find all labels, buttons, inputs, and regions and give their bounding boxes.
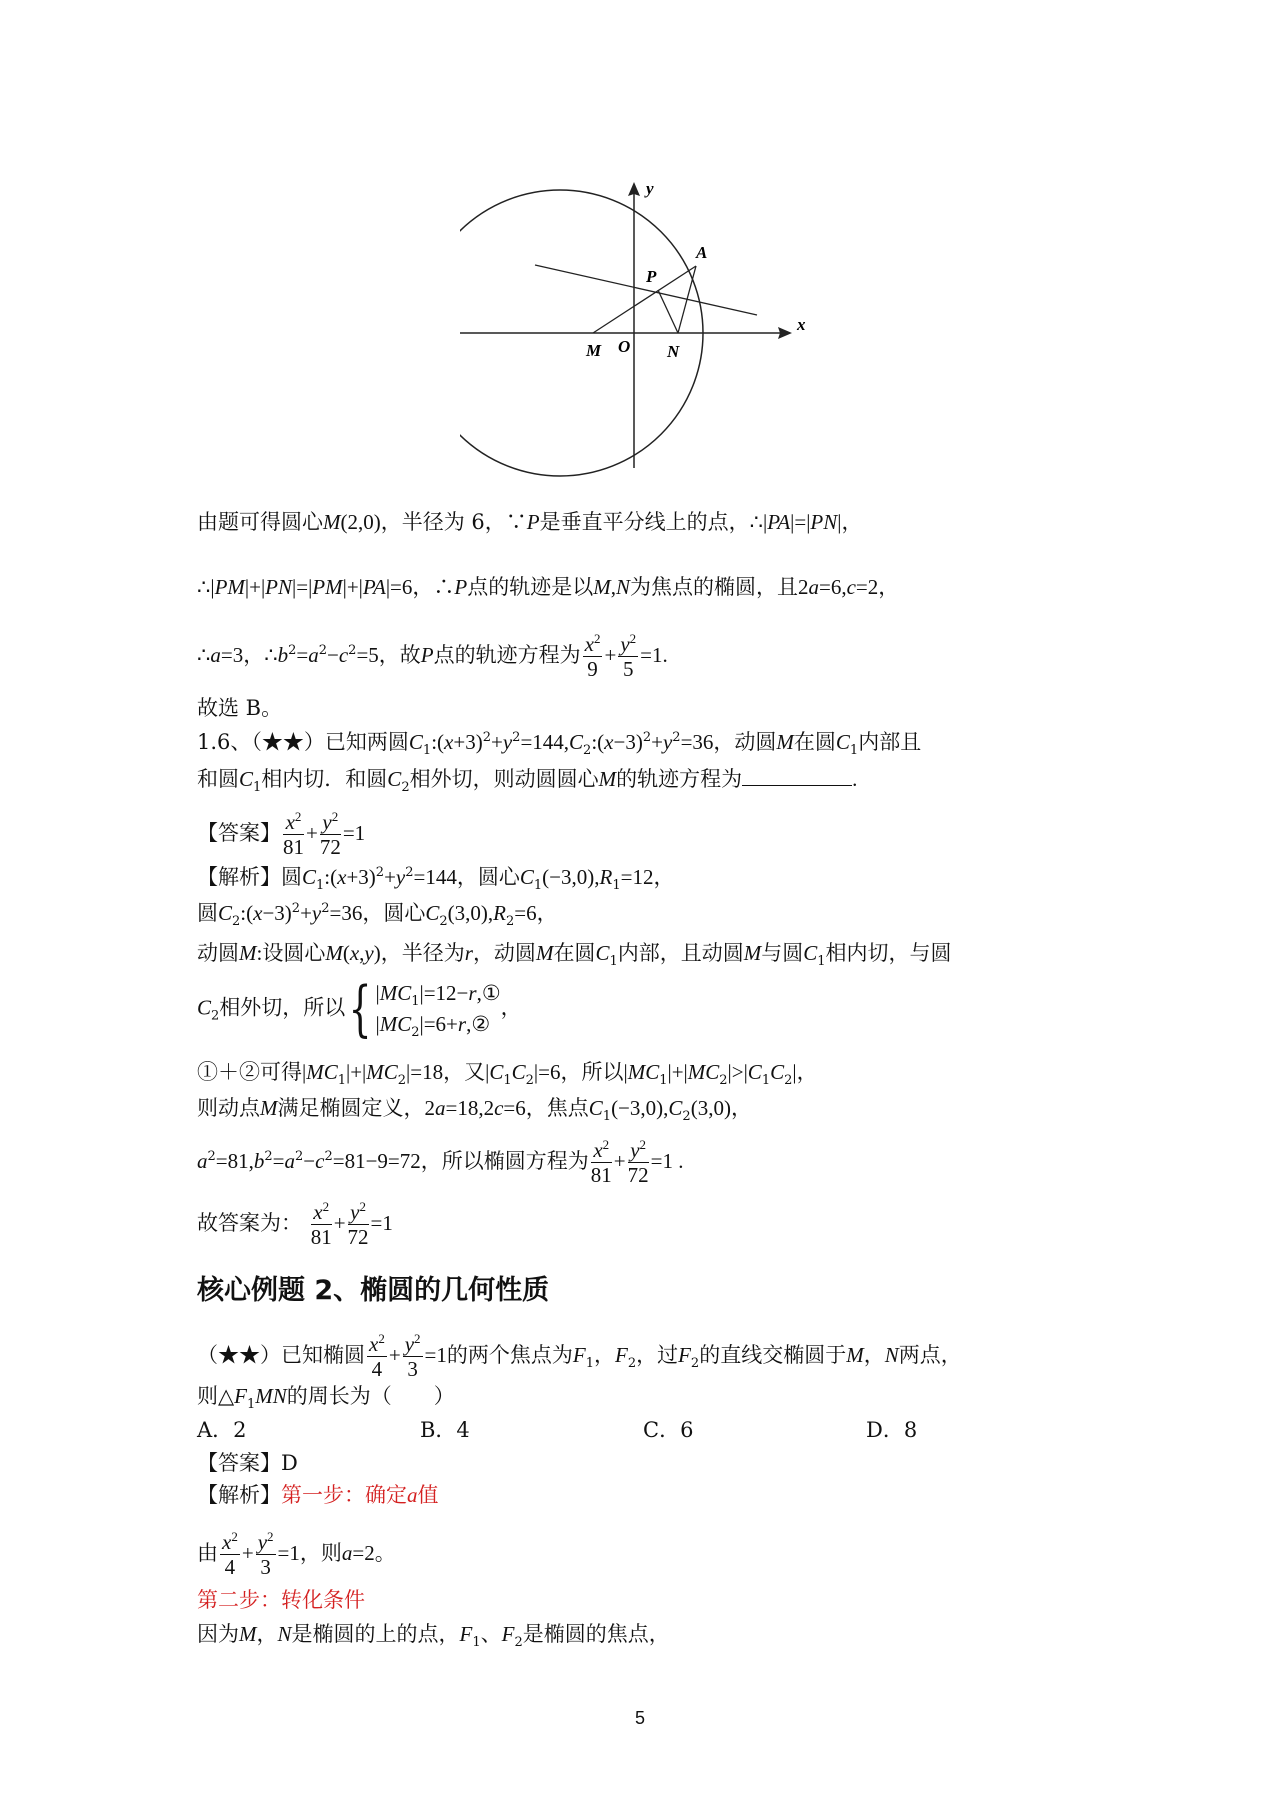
label-a: A: [696, 243, 708, 262]
q16-analysis-1: 【解析】圆$C_1:(x+3)^2+y^2=144$，圆心$C_1(-3,0),R_1=12$，: [197, 865, 675, 894]
q16-analysis-5: ①＋②可得$|MC_1|+|MC_2|=18$，又$|C_1C_2|=6$，所以$|MC_1|+|MC_2|>|C_1C_2|$，: [197, 1060, 818, 1089]
label-m: M: [586, 341, 602, 360]
ex2-question-2: 则$\triangle F_1MN$的周长为（ ）: [197, 1384, 455, 1413]
q16-analysis-4: $C_2$相外切，所以{ $|MC_1|=12-r,①$ $|MC_2|=6+r,②$，: [197, 974, 522, 1044]
answer-blank: [742, 765, 852, 786]
q16-analysis-7: $a^2=81,b^2=a^2-c^2=81-9=72$，所以椭圆方程为 $\frac{x^2}{81}$ + $\frac{y^2}{72}$ =1 .: [197, 1137, 684, 1187]
q16-line-1: 1.6、（★★）已知两圆$C_1:(x+3)^2+y^2=144,C_2:(x-3)^2+y^2=36$，动圆M在圆$C_1$内部且: [197, 730, 922, 759]
option-c: C．6: [643, 1418, 694, 1442]
label-o: O: [618, 337, 631, 356]
option-a: A．2: [197, 1418, 247, 1442]
ex2-step-2: 第二步：转化条件: [197, 1588, 365, 1612]
sol-line-4: 故选 B。: [197, 696, 283, 720]
ex2-step-1: 【解析】第一步：确定a值: [197, 1483, 439, 1507]
label-p: P: [646, 267, 657, 286]
y-axis-arrow: [628, 182, 640, 196]
sol-line-3: ∴a=3，$\therefore b^2=a^2-c^2=5$，故P点的轨迹方程为 $\frac{x^2}{9}$ + $\frac{y^2}{5}$ =1.: [197, 631, 668, 681]
ex2-line-7: 因为M，N是椭圆的上的点，$F_1$、$F_2$是椭圆的焦点，: [197, 1622, 670, 1651]
q16-line-2: 和圆$C_1$相内切．和圆$C_2$相外切，则动圆圆心M的轨迹方程为 .: [197, 767, 858, 796]
q16-analysis-6: 则动点M满足椭圆定义，2a=18,2c=6，焦点$C_1(-3,0),C_2(3,0)$，: [197, 1096, 752, 1125]
ex2-answer: 【答案】D: [197, 1451, 298, 1475]
q16-analysis-3: 动圆M:设圆心M(x,y)，半径为r，动圆M在圆$C_1$内部，且动圆M与圆$C_1$相内切，与圆: [197, 941, 952, 970]
label-y: y: [646, 179, 654, 198]
sol-line-1: 由题可得圆心M(2,0)，半径为 6，∵P是垂直平分线上的点，∴|PA|=|PN|，: [197, 510, 863, 534]
x-axis-arrow: [778, 327, 792, 339]
option-d: D．8: [866, 1418, 918, 1442]
sol-line-2: ∴|PM|+|PN|=|PM|+|PA|=6，∴P点的轨迹是以M,N为焦点的椭圆，且2a=6,c=2，: [197, 575, 900, 599]
label-x: x: [797, 315, 806, 334]
ellipse-locus-figure: [460, 168, 820, 478]
option-b: B．4: [420, 1418, 470, 1442]
ex2-line-5: 由 $\frac{x^2}{4}$ + $\frac{y^2}{3}$ =1，则a=2。: [197, 1529, 396, 1579]
q16-answer: 【答案】 $\frac{x^2}{81}$ + $\frac{y^2}{72}$ =1: [197, 809, 366, 859]
q16-final-answer: 故答案为： $\frac{x^2}{81}$ + $\frac{y^2}{72}$ =1: [197, 1199, 393, 1249]
section-heading: 核心例题 2、椭圆的几何性质: [197, 1275, 550, 1306]
page-number: 5: [634, 1708, 645, 1728]
ex2-question-1: （★★）已知椭圆 $\frac{x^2}{4}$ + $\frac{y^2}{3}$ =1的两个焦点为$F_1$，$F_2$，过$F_2$的直线交椭圆于M，N两点，: [197, 1331, 962, 1381]
label-n: N: [667, 342, 680, 361]
q16-analysis-2: 圆$C_2:(x-3)^2+y^2=36$，圆心$C_2(3,0),R_2=6$，: [197, 901, 558, 930]
